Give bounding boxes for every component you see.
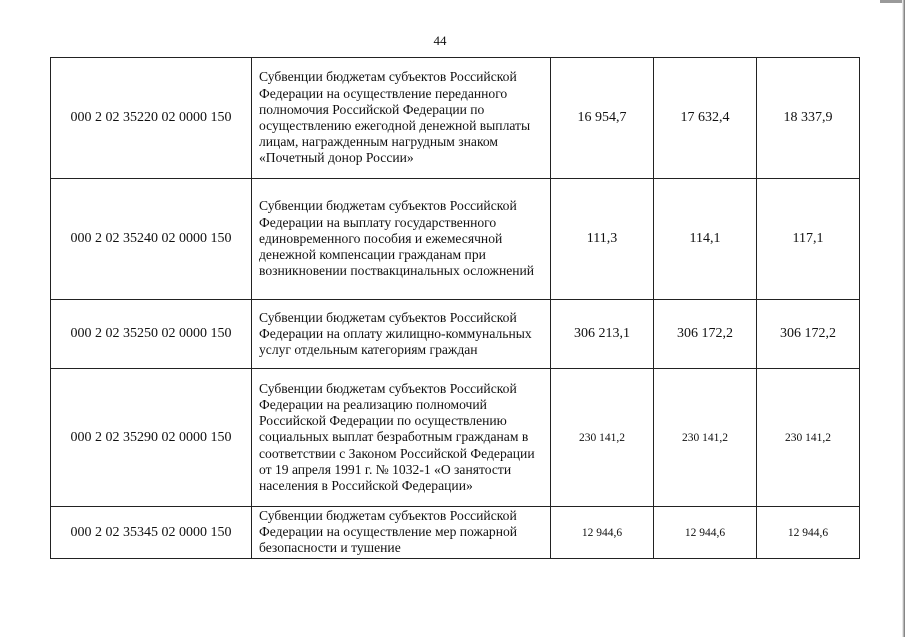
amount-year-1: 16 954,7 [551,58,654,179]
budget-code: 000 2 02 35290 02 0000 150 [51,369,252,507]
amount-year-2: 306 172,2 [654,300,757,369]
amount-year-2: 12 944,6 [654,507,757,559]
budget-code: 000 2 02 35220 02 0000 150 [51,58,252,179]
budget-code: 000 2 02 35240 02 0000 150 [51,179,252,300]
subvention-description: Субвенции бюджетам субъектов Российской Федерации на выплату государственного единовременного пособия и ежемесячной денежной компенсации гражданам при возникновении поствакцинальных осложнений [252,179,551,300]
amount-year-3: 306 172,2 [757,300,860,369]
amount-year-2: 114,1 [654,179,757,300]
amount-year-3: 12 944,6 [757,507,860,559]
amount-year-1: 111,3 [551,179,654,300]
amount-year-1: 306 213,1 [551,300,654,369]
page-number: 44 [433,33,447,48]
amount-year-2: 230 141,2 [654,369,757,507]
table-row [51,369,860,507]
budget-table [50,57,860,559]
budget-code: 000 2 02 35250 02 0000 150 [51,300,252,369]
amount-year-1: 12 944,6 [551,507,654,559]
amount-year-1: 230 141,2 [551,369,654,507]
amount-year-3: 18 337,9 [757,58,860,179]
subvention-description: Субвенции бюджетам субъектов Российской Федерации на реализацию полномочий Российской Федерации по осуществлению социальных выплат безработным гражданам в соответствии с Законом Российской Федерации от 19 апреля 1991 г. № 1032-1 «О занятости населения в Российской Федерации» [252,369,551,507]
table-row [51,507,860,559]
budget-code: 000 2 02 35345 02 0000 150 [51,507,252,559]
table-row [51,179,860,300]
amount-year-3: 117,1 [757,179,860,300]
amount-year-2: 17 632,4 [654,58,757,179]
amount-year-3: 230 141,2 [757,369,860,507]
table-row [51,300,860,369]
subvention-description: Субвенции бюджетам субъектов Российской Федерации на осуществление переданного полномочия Российской Федерации по осуществлению ежегодной денежной выплаты лицам, награжденным нагрудным знаком «Почетный донор России» [252,58,551,179]
subvention-description: Субвенции бюджетам субъектов Российской Федерации на оплату жилищно-коммунальных услуг отдельным категориям граждан [252,300,551,369]
subvention-description: Субвенции бюджетам субъектов Российской Федерации на осуществление мер пожарной безопасности и тушение [252,507,551,559]
table-row [51,58,860,179]
